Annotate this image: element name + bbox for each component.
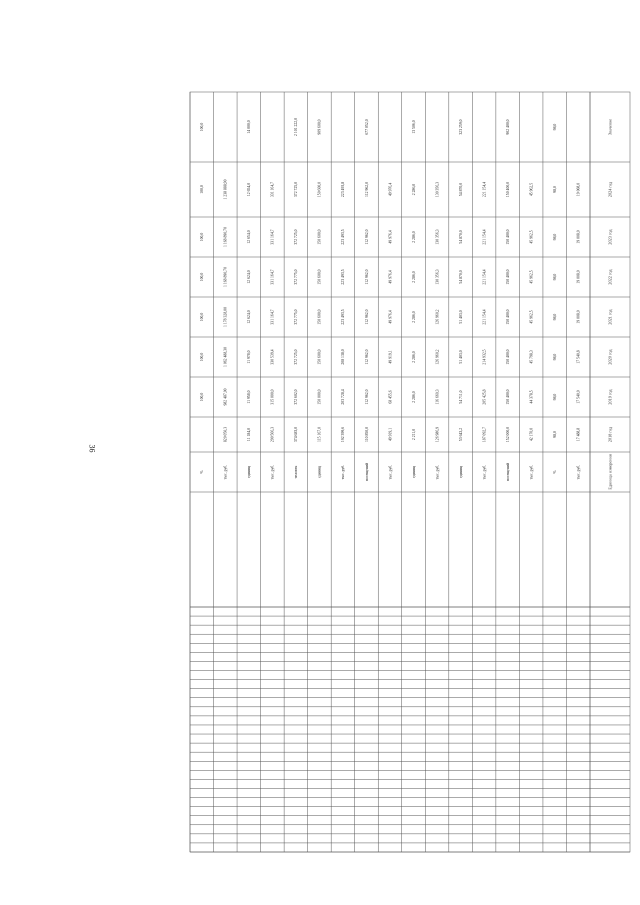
table-cell: 17 488,8 [576, 427, 581, 442]
table-cell: % [200, 470, 205, 474]
table-cell: 150 600,0 [317, 229, 322, 245]
table-cell: 323 259,0 [458, 119, 463, 135]
table-cell: 130 356,3 [435, 229, 440, 245]
table-cell: тыс. руб. [341, 464, 346, 480]
table-cell: 112 962,0 [364, 269, 369, 285]
table-cell: 11 184,0 [247, 427, 252, 442]
header-year: 2023 год [607, 229, 613, 245]
table-cell: 49 976,4 [388, 270, 393, 284]
table-cell: 100,0 [200, 352, 205, 362]
table-cell: 49 919,1 [388, 427, 393, 442]
table-cell: единиц [317, 466, 322, 478]
table-cell: 49 976,4 [388, 230, 393, 244]
table-cell: 98,0 [553, 186, 558, 193]
table-cell: 2 286,0 [411, 391, 416, 403]
table-cell: 126 986,9 [435, 426, 440, 443]
table-cell: 100,0 [200, 122, 205, 132]
table-cell: тыс. руб. [482, 464, 487, 480]
table-cell: 1 238 888,90 [223, 179, 228, 200]
table-cell: 115 167,0 [317, 426, 322, 443]
table-cell: 909 600,0 [317, 119, 322, 135]
table-cell: 112 962,0 [364, 349, 369, 365]
table-cell: 372 725,0 [294, 349, 299, 365]
table-cell: 331 164,7 [270, 309, 275, 325]
table-cell: тыс. руб. [388, 464, 393, 480]
table-cell: 51 403,0 [458, 350, 463, 364]
table-cell: 372 725,0 [294, 181, 299, 198]
table-cell: 49 976,4 [388, 310, 393, 324]
table-cell: 902 400,0 [505, 119, 510, 135]
header-year: 2020 год [607, 349, 613, 365]
table-cell: 208 138,0 [341, 349, 346, 365]
table-cell: 98,0 [553, 431, 558, 438]
table-cell: 2 211,0 [411, 428, 416, 441]
table-cell: 98,0 [553, 313, 558, 321]
table-cell: 152 000,0 [505, 426, 510, 443]
table-cell: 203 728,4 [341, 389, 346, 405]
table-cell: 19 008,0 [576, 270, 581, 284]
table-cell: 11 958,0 [247, 390, 252, 404]
table-cell: тыс. руб. [435, 464, 440, 480]
table-cell: 150 400,0 [505, 389, 510, 405]
table-cell: 45 962,5 [529, 310, 534, 324]
table-cell: 68 455,6 [388, 390, 393, 404]
table-cell: 221 154,4 [482, 181, 487, 198]
table-cell: 98,0 [553, 123, 558, 131]
table-cell: 126 960,2 [435, 349, 440, 365]
table-cell: единиц [411, 466, 416, 478]
table-cell: 45 962,5 [529, 270, 534, 284]
table-cell: 223 493,5 [341, 229, 346, 245]
table-cell: 116 660,3 [435, 389, 440, 405]
table-cell: 331 164,7 [270, 229, 275, 245]
table-cell: 1 178 328,00 [223, 307, 228, 327]
table-cell: 2 101 222,0 [294, 117, 299, 137]
table-cell: 205 425,8 [482, 389, 487, 405]
header-year: 2019 год [607, 389, 613, 405]
table-cell: 54 870,0 [458, 230, 463, 244]
table-cell: 100,0 [200, 185, 205, 194]
table-cell: 98,0 [553, 353, 558, 361]
table-cell: 49 976,4 [388, 182, 393, 197]
table-cell: 2 286,0 [411, 231, 416, 243]
table-cell: тыс. руб. [576, 464, 581, 480]
table-cell: 214 932,5 [482, 349, 487, 365]
table-cell: 44 378,5 [529, 390, 534, 404]
table-cell: 187 092,7 [482, 426, 487, 443]
table-cell: 110 850,0 [364, 426, 369, 443]
budget-table-svg [120, 72, 640, 857]
table-cell: 372 725,0 [294, 229, 299, 245]
table-cell: 130 356,3 [435, 181, 440, 198]
table-cell: 372 602,0 [294, 389, 299, 405]
table-cell: тыс. руб. [223, 464, 228, 480]
table-cell: 330 539,4 [270, 349, 275, 365]
table-cell: 150 400,0 [505, 181, 510, 198]
table-cell: 54 870,0 [458, 182, 463, 197]
table-cell: 112 962,0 [364, 389, 369, 405]
table-cell: 13 506,0 [411, 120, 416, 134]
table-cell: единиц [458, 466, 463, 478]
table-cell: 331 164,7 [270, 269, 275, 285]
table-cell: 19 008,0 [576, 182, 581, 197]
table-cell: 98,0 [553, 233, 558, 241]
table-cell: 221 154,4 [482, 309, 487, 325]
table-cell: 2 286,0 [411, 311, 416, 323]
table-cell: 130 356,3 [435, 269, 440, 285]
table-cell: 2 286,0 [411, 271, 416, 283]
table-cell: 150 600,0 [317, 269, 322, 285]
table-cell: 331 164,7 [270, 181, 275, 198]
table-cell: 100,0 [200, 312, 205, 322]
table-cell: 150 400,0 [505, 349, 510, 365]
table-cell: 45 962,5 [529, 182, 534, 197]
table-cell: посещений [364, 462, 369, 482]
table-cell: 45 962,5 [529, 230, 534, 244]
table-cell: 49 919,1 [388, 350, 393, 364]
table-cell: 192 399,6 [341, 426, 346, 443]
table-cell: 17 540,8 [576, 350, 581, 364]
table-cell: 112 962,0 [364, 229, 369, 245]
table-cell: 372 775,0 [294, 269, 299, 285]
table-cell: 2 286,0 [411, 351, 416, 363]
table-cell: 19 008,0 [576, 310, 581, 324]
table-cell: 19 008,0 [576, 230, 581, 244]
table-cell: 12 654,0 [247, 230, 252, 244]
table-cell: 1 062 488,30 [223, 347, 228, 367]
table-cell: 223 493,5 [341, 269, 346, 285]
table-cell: 982 487,00 [223, 388, 228, 406]
table-cell: 290 566,3 [270, 426, 275, 443]
table-cell: 54 711,0 [458, 390, 463, 404]
header-year: 2022 год [607, 269, 613, 285]
table-cell: единиц [247, 466, 252, 478]
table-cell: 223 493,5 [341, 309, 346, 325]
table-cell: 98,0 [553, 393, 558, 401]
table-cell: 150 400,0 [505, 269, 510, 285]
table-cell: 98,0 [553, 273, 558, 281]
page-number: 36 [87, 444, 97, 453]
table-cell: 223 493,8 [341, 181, 346, 198]
table-cell: 221 154,4 [482, 229, 487, 245]
table-cell: % [553, 470, 558, 474]
table-cell: 112 962,0 [364, 309, 369, 325]
table-cell: 100,0 [200, 392, 205, 402]
table-cell: 315 000,0 [270, 389, 275, 405]
table-cell: 150 600,0 [317, 309, 322, 325]
table-cell: 150 400,0 [505, 229, 510, 245]
table-cell: 820 050,3 [223, 426, 228, 443]
table-cell: 11 978,0 [247, 350, 252, 364]
table-cell: 12 654,0 [247, 182, 252, 197]
table-cell: 12 624,0 [247, 270, 252, 284]
table-cell: 14 000,0 [247, 120, 252, 134]
table-cell: 100,0 [200, 232, 205, 242]
table-cell: 100,0 [200, 272, 205, 282]
table-cell: 221 154,4 [482, 269, 487, 285]
table-cell: 150 600,0 [317, 349, 322, 365]
table-cell: 1 168 890,70 [223, 227, 228, 247]
table-cell: 12 624,0 [247, 310, 252, 324]
table-cell: 42 170,0 [529, 427, 534, 442]
table-cell: 17 540,0 [576, 390, 581, 404]
table-cell: 372 775,0 [294, 309, 299, 325]
table-cell: 53 643,2 [458, 427, 463, 442]
header-total: Значение [607, 118, 613, 136]
header-year-2018: 2018 год [607, 426, 613, 443]
table-cell: человек [294, 465, 299, 479]
header-year: 2024 год [607, 181, 613, 198]
table-cell: 150 600,0 [317, 181, 322, 198]
budget-table [120, 72, 640, 857]
table-cell: 51 403,0 [458, 310, 463, 324]
table-cell: 150 400,0 [505, 309, 510, 325]
table-cell: 45 798,3 [529, 350, 534, 364]
table-cell: 1 168 890,70 [223, 267, 228, 287]
table-cell: тыс. руб. [529, 464, 534, 480]
table-cell: 374 683,0 [294, 426, 299, 443]
table-cell: тыс. руб. [270, 464, 275, 480]
table-cell: 126 960,2 [435, 309, 440, 325]
table-cell: 150 000,0 [317, 389, 322, 405]
table-cell: 112 962,0 [364, 181, 369, 198]
header-year: 2021 год [607, 309, 613, 325]
table-cell: 54 870,0 [458, 270, 463, 284]
header-unit: Единица измерения [607, 454, 613, 490]
table-cell: 677 052,0 [364, 119, 369, 135]
table-cell: посещений [505, 462, 510, 482]
table-cell: 2 286,0 [411, 183, 416, 196]
